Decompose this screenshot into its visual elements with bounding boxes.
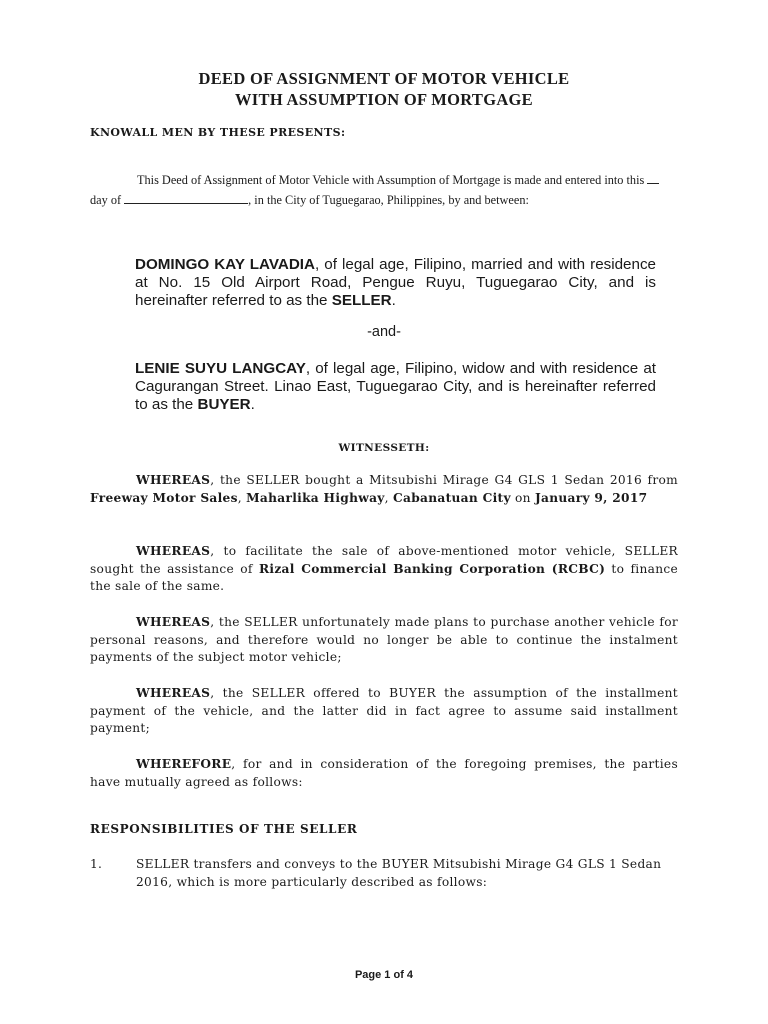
seller-name: DOMINGO KAY LAVADIA — [135, 256, 315, 273]
seller-role: SELLER — [331, 292, 392, 309]
wherefore-paragraph — [90, 756, 678, 791]
section-heading: RESPONSIBILITIES OF THE SELLER — [90, 822, 358, 836]
document-title-line1: DEED OF ASSIGNMENT OF MOTOR VEHICLE — [198, 69, 570, 88]
seller-text: , of legal age, Filipino, married and with residence at No. 15 Old Airport Road, Pengue Ruyu, Tuguegarao City, and is hereinafter referred to as the — [135, 256, 656, 309]
buyer-paragraph — [135, 360, 656, 414]
month-blank — [124, 193, 248, 204]
whereas-text: , the SELLER unfortunately made plans to purchase another vehicle for personal reasons, and therefore would no longer be able to continue the instalment payments of the subject motor vehicle; — [90, 615, 678, 665]
intro-paragraph — [90, 170, 680, 210]
dealer-name: Freeway Motor Sales — [90, 490, 238, 505]
dealer-street: Maharlika Highway — [246, 490, 385, 505]
intro-heading: KNOWALL MEN BY THESE PRESENTS: — [90, 126, 346, 139]
whereas-text: to finance the sale of the same. — [90, 561, 678, 594]
wherefore-text: , for and in consideration of the foregoing premises, the parties have mutually agreed as follows: — [90, 757, 678, 789]
seller-paragraph — [135, 256, 656, 310]
seller-end: . — [391, 292, 396, 309]
buyer-role: BUYER — [197, 396, 251, 413]
page-footer: Page 1 of 4 — [354, 969, 414, 981]
and-separator: -and- — [367, 324, 401, 340]
whereas-lead: WHEREAS — [136, 686, 211, 700]
day-blank — [647, 173, 659, 184]
witnesseth-heading: WITNESSETH: — [338, 442, 430, 454]
whereas-paragraph-4 — [90, 685, 678, 738]
whereas-text: , — [237, 490, 247, 505]
intro-text-part1: This Deed of Assignment of Motor Vehicle with Assumption of Mortgage is made and entered into this — [137, 173, 648, 187]
whereas-paragraph-3 — [90, 614, 678, 667]
whereas-text: , — [384, 490, 394, 505]
list-item-text: SELLER transfers and conveys to the BUYER Mitsubishi Mirage G4 GLS 1 Sedan 2016, which is more particularly described as follows: — [136, 857, 662, 889]
buyer-text: , of legal age, Filipino, widow and with residence at Cagurangan Street. Linao East, Tuguegarao City, and is hereinafter referred to as the — [135, 360, 656, 413]
whereas-text: , to facilitate the sale of above-mentioned motor vehicle, SELLER sought the assistance of — [90, 544, 678, 576]
dealer-city: Cabanatuan City — [393, 490, 511, 505]
whereas-text: on — [510, 490, 535, 505]
whereas-text: , the SELLER bought a Mitsubishi Mirage G4 GLS 1 Sedan 2016 from — [210, 473, 678, 487]
wherefore-lead: WHEREFORE — [136, 757, 232, 771]
whereas-paragraph-1 — [90, 472, 678, 507]
whereas-lead: WHEREAS — [136, 544, 211, 558]
whereas-paragraph-2 — [90, 543, 678, 596]
whereas-lead: WHEREAS — [136, 473, 211, 487]
intro-text-part2: day of — [90, 193, 125, 207]
purchase-date: January 9, 2017 — [534, 490, 648, 505]
intro-text-part3: , in the City of Tuguegarao, Philippines, by and between: — [248, 193, 529, 207]
buyer-name: LENIE SUYU LANGCAY — [135, 360, 306, 377]
list-item-number: 1. — [90, 857, 103, 871]
buyer-end: . — [250, 396, 255, 413]
whereas-lead: WHEREAS — [136, 615, 211, 629]
document-title-line2: WITH ASSUMPTION OF MORTGAGE — [235, 90, 533, 109]
whereas-text: , the SELLER offered to BUYER the assumption of the installment payment of the vehicle, and the latter did in fact agree to assume said installment payment; — [90, 686, 678, 736]
bank-name: Rizal Commercial Banking Corporation (RCBC) — [258, 561, 606, 576]
